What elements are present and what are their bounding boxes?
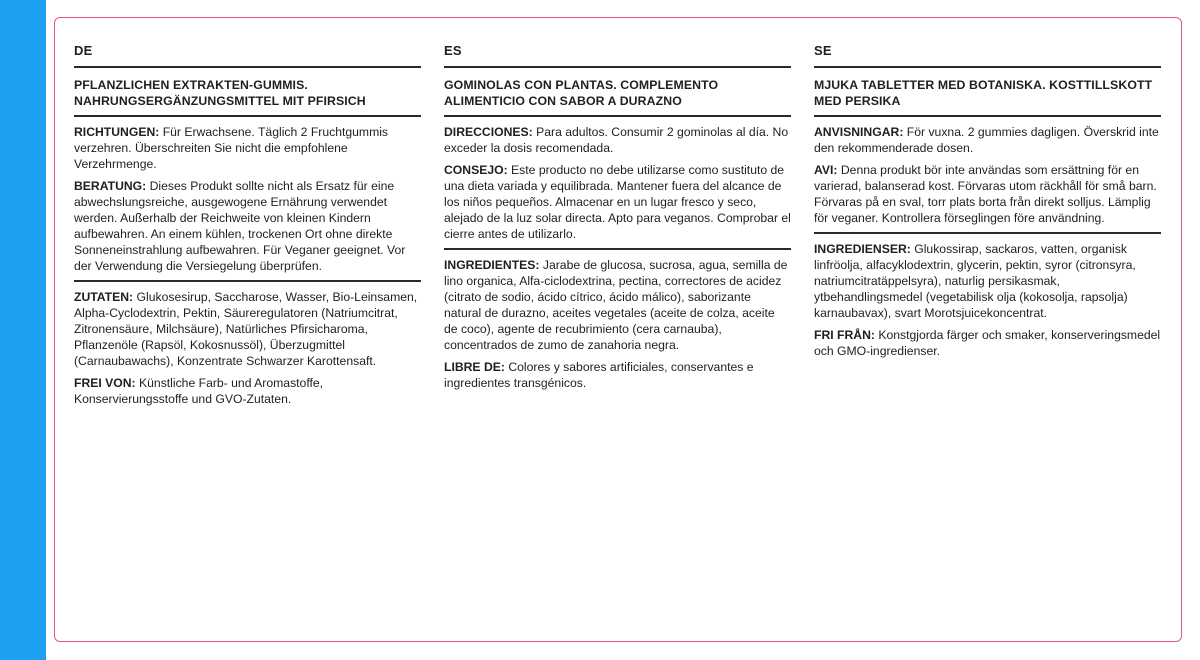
- free-from-text: Colores y sabores artificiales, conservantes e ingredientes transgénicos.: [444, 360, 754, 390]
- free-from-label: LIBRE DE:: [444, 360, 505, 374]
- advice-text: Dieses Produkt sollte nicht als Ersatz für eine abwechslungsreiche, ausgewogene Ernährung verwendet werden. Außerhalb der Reichweite von kleinen Kindern aufbewahren. An einem kühlen, trockenen Ort ohne direkte Sonneneinstrahlung aufbewahren. Für Veganer geeignet. Vor der Verwendung die Versiegelung überprüfen.: [74, 179, 406, 273]
- column-es: [444, 42, 791, 397]
- column-se: [814, 42, 1161, 365]
- language-code: DE: [74, 42, 421, 68]
- ingredients-label: ZUTATEN:: [74, 290, 134, 304]
- column-de: [74, 42, 421, 413]
- ingredients-text: Jarabe de glucosa, sucrosa, agua, semilla de lino organica, Alfa-ciclodextrina, pectina, correctores de acidez (citrato de sodio, ácido cítrico, ácido málico), saborizante natural de durazno, aceites vegetales (aceite de colza, aceite de coco), agente de recubrimiento (cera carnauba), concentrados de zumo de zanahoria negra.: [444, 258, 788, 352]
- ingredients-text: Glukosesirup, Saccharose, Wasser, Bio-Leinsamen, Alpha-Cyclodextrin, Pektin, Säureregulatoren (Natriumcitrat, Zitronensäure, Milchsäure), Natürliches Pfirsicharoma, Pflanzenöle (Rapsöl, Kokosnussöl), Überzugmittel (Carnaubawachs), Konzentrate Schwarzer Karottensaft.: [74, 290, 418, 368]
- language-code: SE: [814, 42, 1161, 68]
- advice-label: BERATUNG:: [74, 179, 147, 193]
- directions-section: [814, 117, 1161, 234]
- advice-label: AVI:: [814, 163, 838, 177]
- product-title: GOMINOLAS CON PLANTAS. COMPLEMENTO ALIMENTICIO CON SABOR A DURAZNO: [444, 68, 791, 117]
- free-from-text: Konstgjorda färger och smaker, konserveringsmedel och GMO-ingredienser.: [814, 328, 1161, 358]
- ingredients-label: INGREDIENTES:: [444, 258, 540, 272]
- ingredients-paragraph: [74, 289, 421, 369]
- free-from-text: Künstliche Farb- und Aromastoffe, Konservierungsstoffe und GVO-Zutaten.: [74, 376, 324, 406]
- free-from-paragraph: [444, 359, 791, 391]
- free-from-label: FRI FRÅN:: [814, 328, 875, 342]
- ingredients-label: INGREDIENSER:: [814, 242, 911, 256]
- directions-label: RICHTUNGEN:: [74, 125, 160, 139]
- advice-paragraph: [444, 162, 791, 242]
- free-from-paragraph: [74, 375, 421, 407]
- directions-section: [74, 117, 421, 282]
- ingredients-text: Glukossirap, sackaros, vatten, organisk linfröolja, alfacyklodextrin, glycerin, pektin, syror (citronsyra, natriumcitratäppelsyra), naturlig persikasmak, ytbehandlingsmedel (vegetabilisk olja (kokosolja, rapsolja) karnaubavax), svart Morotsjuicekoncentrat.: [814, 242, 1136, 320]
- ingredients-paragraph: [444, 257, 791, 353]
- advice-paragraph: [814, 162, 1161, 226]
- directions-paragraph: [814, 124, 1161, 156]
- product-title: MJUKA TABLETTER MED BOTANISKA. KOSTTILLSKOTT MED PERSIKA: [814, 68, 1161, 117]
- ingredients-section: [74, 282, 421, 413]
- advice-paragraph: [74, 178, 421, 274]
- free-from-label: FREI VON:: [74, 376, 136, 390]
- free-from-paragraph: [814, 327, 1161, 359]
- directions-paragraph: [74, 124, 421, 172]
- ingredients-section: [444, 250, 791, 397]
- directions-label: ANVISNINGAR:: [814, 125, 904, 139]
- advice-label: CONSEJO:: [444, 163, 508, 177]
- directions-text: Für Erwachsene. Täglich 2 Fruchtgummis verzehren. Überschreiten Sie nicht die empfohlene Verzehrmenge.: [74, 125, 389, 171]
- product-title: PFLANZLICHEN EXTRAKTEN-GUMMIS. NAHRUNGSERGÄNZUNGSMITTEL MIT PFIRSICH: [74, 68, 421, 117]
- directions-label: DIRECCIONES:: [444, 125, 533, 139]
- directions-section: [444, 117, 791, 250]
- directions-text: För vuxna. 2 gummies dagligen. Överskrid inte den rekommenderade dosen.: [814, 125, 1159, 155]
- ingredients-section: [814, 234, 1161, 365]
- directions-text: Para adultos. Consumir 2 gominolas al día. No exceder la dosis recomendada.: [444, 125, 789, 155]
- directions-paragraph: [444, 124, 791, 156]
- advice-text: Este producto no debe utilizarse como sustituto de una dieta variada y equilibrada. Mantener fuera del alcance de los niños pequeños. Almacenar en un lugar fresco y seco, alejado de la luz solar directa. Apto para veganos. Comprobar el cierre antes de utilizarlo.: [444, 163, 791, 241]
- side-color-bar: [0, 0, 46, 660]
- advice-text: Denna produkt bör inte användas som ersättning för en varierad, balanserad kost. Förvaras utom räckhåll för små barn. Förvaras på en sval, torr plats borta från direkt solljus. Lämplig för veganer. Kontrollera förseglingen före användning.: [814, 163, 1157, 225]
- language-code: ES: [444, 42, 791, 68]
- ingredients-paragraph: [814, 241, 1161, 321]
